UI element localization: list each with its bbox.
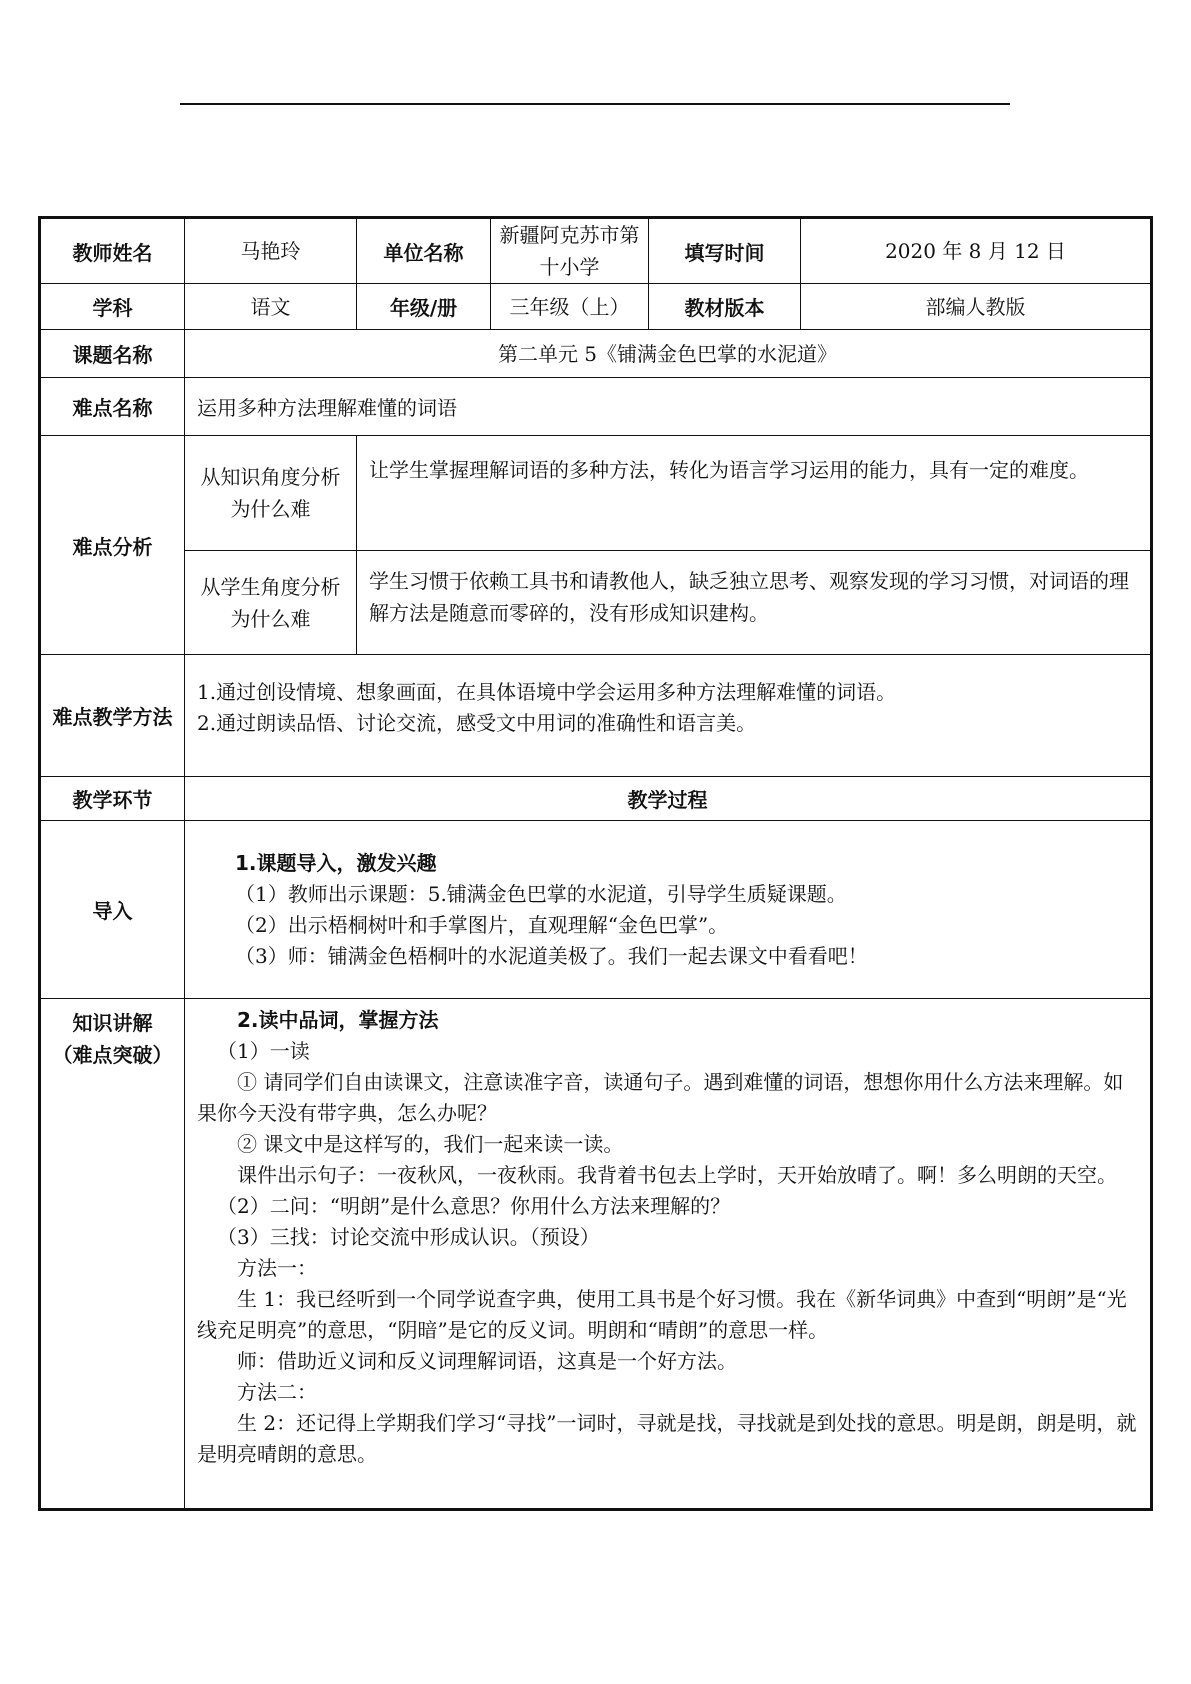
difficulty-row [41,378,1151,436]
method-content [185,655,1151,777]
student-angle-text: 学生习惯于依赖工具书和请教他人，缺乏独立思考、观察发现的学习习惯，对词语的理解方法是随意而零碎的，没有形成知识建构。 [357,551,1151,655]
edition-label: 教材版本 [649,284,801,330]
knowledge-label-line-1: 知识讲解 [72,1011,153,1035]
method-label: 难点教学方法 [41,655,185,777]
intro-row [41,821,1151,999]
knowledge-paragraph: ① 请同学们自由读课文，注意读准字音，读通句子。遇到难懂的词语，想想你用什么方法来理解。如果你今天没有带字典，怎么办呢？ [197,1070,1124,1125]
topic-value: 第二单元 5《铺满金色巴掌的水泥道》 [185,330,1151,378]
knowledge-label [41,999,185,1509]
knowledge-paragraph: 师：借助近义词和反义词理解词语，这真是一个好方法。 [237,1349,737,1373]
difficulty-value: 运用多种方法理解难懂的词语 [185,378,1151,436]
knowledge-content [185,999,1151,1509]
unit-value: 新疆阿克苏市第十小学 [491,219,649,284]
teacher-value: 马艳玲 [185,219,357,284]
knowledge-paragraph: 课件出示句子：一夜秋风，一夜秋雨。我背着书包去上学时，天开始放晴了。啊！多么明朗的天空。 [237,1163,1117,1187]
topic-row [41,330,1151,378]
info-row-2 [41,284,1151,330]
subject-value: 语文 [185,284,357,330]
info-row-1 [41,219,1151,284]
knowledge-title: 2.读中品词，掌握方法 [237,1008,439,1032]
knowledge-paragraph: （1）一读 [217,1039,310,1063]
subject-label: 学科 [41,284,185,330]
teacher-label: 教师姓名 [41,219,185,284]
method-line-1: 1.通过创设情境、想象画面，在具体语境中学会运用多种方法理解难懂的词语。 [197,680,897,704]
date-label: 填写时间 [649,219,801,284]
process-header-row [41,777,1151,821]
date-value: 2020 年 8 月 12 日 [801,219,1151,284]
knowledge-angle-label: 从知识角度分析为什么难 [185,436,357,551]
intro-label: 导入 [41,821,185,999]
edition-value: 部编人教版 [801,284,1151,330]
knowledge-row [41,999,1151,1509]
knowledge-angle-text: 让学生掌握理解词语的多种方法，转化为语言学习运用的能力，具有一定的难度。 [357,436,1151,551]
difficulty-label: 难点名称 [41,378,185,436]
intro-item: （3）师：铺满金色梧桐叶的水泥道美极了。我们一起去课文中看看吧！ [235,943,868,968]
grade-label: 年级/册 [357,284,491,330]
header-rule [180,103,1010,105]
intro-item: （1）教师出示课题：5.铺满金色巴掌的水泥道，引导学生质疑课题。 [235,881,847,906]
knowledge-paragraph: （2）二问：“明朗”是什么意思？你用什么方法来理解的？ [217,1194,731,1218]
knowledge-paragraph: 生 1：我已经听到一个同学说查字典，使用工具书是个好习惯。我在《新华词典》中查到“明朗”是“光线充足明亮”的意思，“阴暗”是它的反义词。明朗和“晴朗”的意思一样。 [197,1287,1127,1342]
lesson-plan-table [40,218,1151,1509]
method-line-2: 2.通过朗读品悟、讨论交流，感受文中用词的准确性和语言美。 [197,711,757,735]
intro-content [185,821,1151,999]
knowledge-paragraph: 方法二： [237,1380,317,1404]
process-header: 教学过程 [185,777,1151,821]
intro-item: （2）出示梧桐树叶和手掌图片，直观理解“金色巴掌”。 [235,912,729,937]
knowledge-label-line-2: （难点突破） [52,1043,173,1067]
knowledge-paragraph: （3）三找：讨论交流中形成认识。（预设） [217,1225,600,1249]
knowledge-paragraph: 方法一： [237,1256,317,1280]
intro-title: 1.课题导入，激发兴趣 [235,850,437,875]
knowledge-paragraph: 生 2：还记得上学期我们学习“寻找”一词时，寻就是找，寻找就是到处找的意思。明是朗，朗是明，就是明亮晴朗的意思。 [197,1411,1137,1466]
analysis-row-2 [41,551,1151,655]
student-angle-label: 从学生角度分析为什么难 [185,551,357,655]
unit-label: 单位名称 [357,219,491,284]
analysis-label: 难点分析 [41,436,185,655]
method-row [41,655,1151,777]
analysis-row-1 [41,436,1151,551]
stage-header: 教学环节 [41,777,185,821]
grade-value: 三年级（上） [491,284,649,330]
topic-label: 课题名称 [41,330,185,378]
knowledge-paragraph: ② 课文中是这样写的，我们一起来读一读。 [237,1132,624,1156]
